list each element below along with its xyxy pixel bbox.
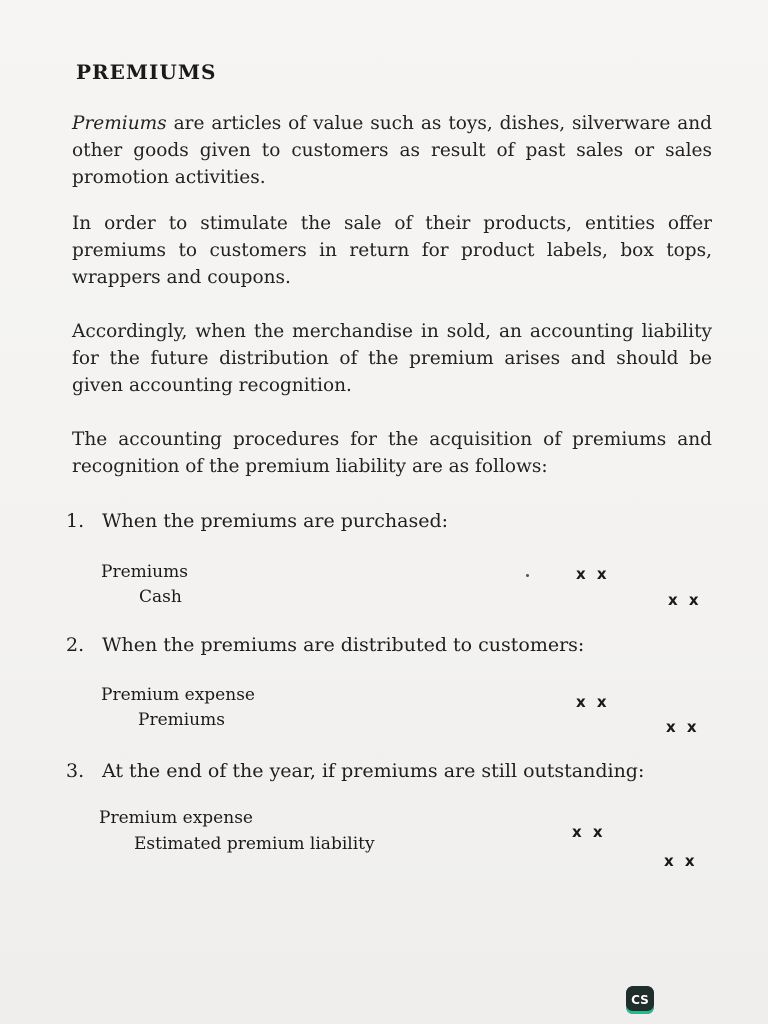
journal-debit-amount: x x [576, 565, 610, 583]
logo-text: CS [631, 993, 649, 1007]
journal-credit-account: Premiums [138, 710, 225, 730]
journal-credit-amount: x x [664, 852, 698, 870]
paragraph-purpose: In order to stimulate the sale of their products, entities offer premiums to customers in return for product labels, box tops, wrappers and coupons. [72, 213, 712, 288]
step-number: 3. [66, 760, 85, 782]
journal-debit-amount: x x [572, 823, 606, 841]
step-text: When the premiums are purchased: [102, 510, 449, 532]
paragraph-definition-text: are articles of value such as toys, dishes, silverware and other goods given to customers as result of past sales or sales promotion activities. [72, 113, 712, 188]
step-number: 1. [66, 510, 85, 532]
speck-mark [526, 574, 529, 577]
paragraph-recognition: Accordingly, when the merchandise in sold, an accounting liability for the future distribution of the premium arises and should be given accounting recognition. [72, 321, 712, 396]
step-item [66, 508, 716, 534]
journal-credit-amount: x x [668, 591, 702, 609]
paragraph-procedures: The accounting procedures for the acquisition of premiums and recognition of the premium liability are as follows: [72, 429, 712, 477]
camscanner-logo-icon [626, 986, 654, 1014]
step-item [66, 632, 716, 658]
step-text: At the end of the year, if premiums are still outstanding: [102, 760, 645, 782]
journal-debit-account: Premium expense [101, 685, 255, 705]
journal-credit-account: Estimated premium liability [134, 834, 375, 854]
journal-debit-account: Premiums [101, 562, 188, 582]
step-item [66, 758, 716, 784]
step-number: 2. [66, 634, 85, 656]
step-text: When the premiums are distributed to customers: [102, 634, 585, 656]
paragraph-definition [72, 110, 712, 191]
page-title: PREMIUMS [76, 60, 217, 84]
paragraph-definition-term: Premiums [72, 113, 167, 134]
journal-debit-account: Premium expense [99, 808, 253, 828]
journal-debit-amount: x x [576, 693, 610, 711]
journal-credit-account: Cash [139, 587, 182, 607]
journal-credit-amount: x x [666, 718, 700, 736]
